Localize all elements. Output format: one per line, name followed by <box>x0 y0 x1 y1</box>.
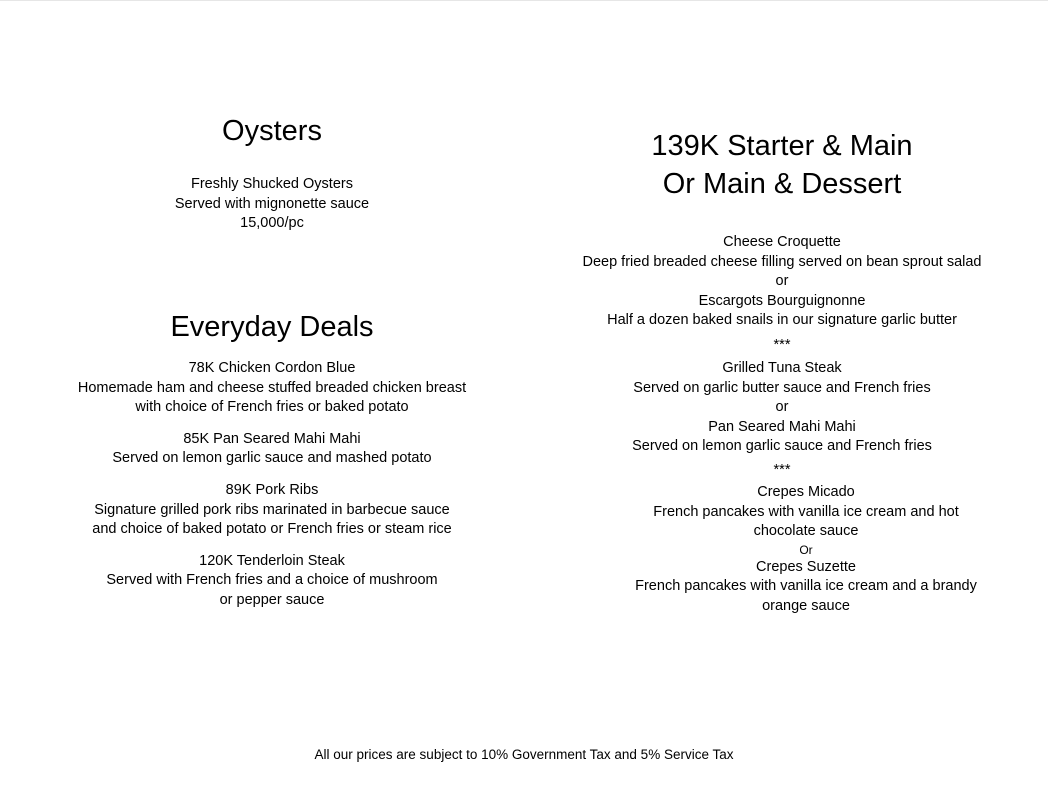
menu-item-description: Homemade ham and cheese stuffed breaded chicken breast <box>77 379 467 396</box>
course-separator: *** <box>773 336 791 353</box>
starter-option-name: Cheese Croquette <box>723 234 841 250</box>
main-option-name: Pan Seared Mahi Mahi <box>708 418 856 435</box>
menu-item-description: Signature grilled pork ribs marinated in barbecue sauce <box>94 501 450 518</box>
main-option-description: Served on lemon garlic sauce and French fries <box>632 438 932 455</box>
top-divider <box>0 0 1048 1</box>
menu-item <box>40 481 504 540</box>
menu-item <box>40 359 504 418</box>
main-option-name: Grilled Tuna Steak <box>722 359 842 376</box>
oysters-name: Freshly Shucked Oysters <box>191 176 353 192</box>
oysters-title: Oysters <box>222 115 322 147</box>
menu-item-name: 85K Pan Seared Mahi Mahi <box>183 430 361 447</box>
starter-option-name: Escargots Bourguignonne <box>698 292 866 309</box>
menu-item-description: Served with French fries and a choice of mushroom <box>106 572 438 589</box>
or-divider: Or <box>799 542 813 557</box>
set-menu-section <box>540 127 1024 617</box>
or-divider: or <box>775 273 789 290</box>
main-option-description: Served on garlic butter sauce and French fries <box>633 379 931 396</box>
everyday-deals-section <box>40 308 504 611</box>
oysters-description: Served with mignonette sauce <box>174 195 370 212</box>
menu-item <box>40 430 504 469</box>
menu-item-name: 78K Chicken Cordon Blue <box>188 360 356 376</box>
course-separator: *** <box>773 461 791 478</box>
set-menu-title-line1: 139K Starter & Main <box>651 130 913 162</box>
everyday-deals-title: Everyday Deals <box>170 311 374 343</box>
dessert-option-description: French pancakes with vanilla ice cream and a brandy <box>635 578 977 595</box>
menu-item-description: Served on lemon garlic sauce and mashed potato <box>112 450 432 467</box>
oysters-section <box>90 112 454 234</box>
tax-footer <box>0 745 1048 765</box>
tax-note: All our prices are subject to 10% Government Tax and 5% Service Tax <box>314 747 734 762</box>
oysters-item <box>90 175 454 234</box>
starter-options <box>540 233 1024 331</box>
starter-option-description: Half a dozen baked snails in our signature garlic butter <box>607 312 957 329</box>
menu-item-description: or pepper sauce <box>219 591 325 608</box>
dessert-option-description: orange sauce <box>762 597 850 614</box>
menu-item-name: 89K Pork Ribs <box>225 481 319 498</box>
dessert-option-name: Crepes Suzette <box>756 558 856 575</box>
starter-option-description: Deep fried breaded cheese filling served on bean sprout salad <box>582 253 982 270</box>
menu-item-description: and choice of baked potato or French fries or steam rice <box>92 521 452 538</box>
dessert-option-description: French pancakes with vanilla ice cream and hot <box>653 503 959 520</box>
menu-item <box>40 552 504 611</box>
main-options <box>540 359 1024 457</box>
oysters-price: 15,000/pc <box>240 215 304 232</box>
set-menu-title <box>540 127 1024 203</box>
dessert-options <box>588 483 1024 617</box>
dessert-option-description: chocolate sauce <box>753 523 859 540</box>
menu-item-description: with choice of French fries or baked potato <box>135 399 409 416</box>
or-divider: or <box>775 399 789 416</box>
dessert-option-name: Crepes Micado <box>757 483 855 500</box>
menu-item-name: 120K Tenderloin Steak <box>199 552 345 569</box>
set-menu-title-line2: Or Main & Dessert <box>662 168 902 200</box>
